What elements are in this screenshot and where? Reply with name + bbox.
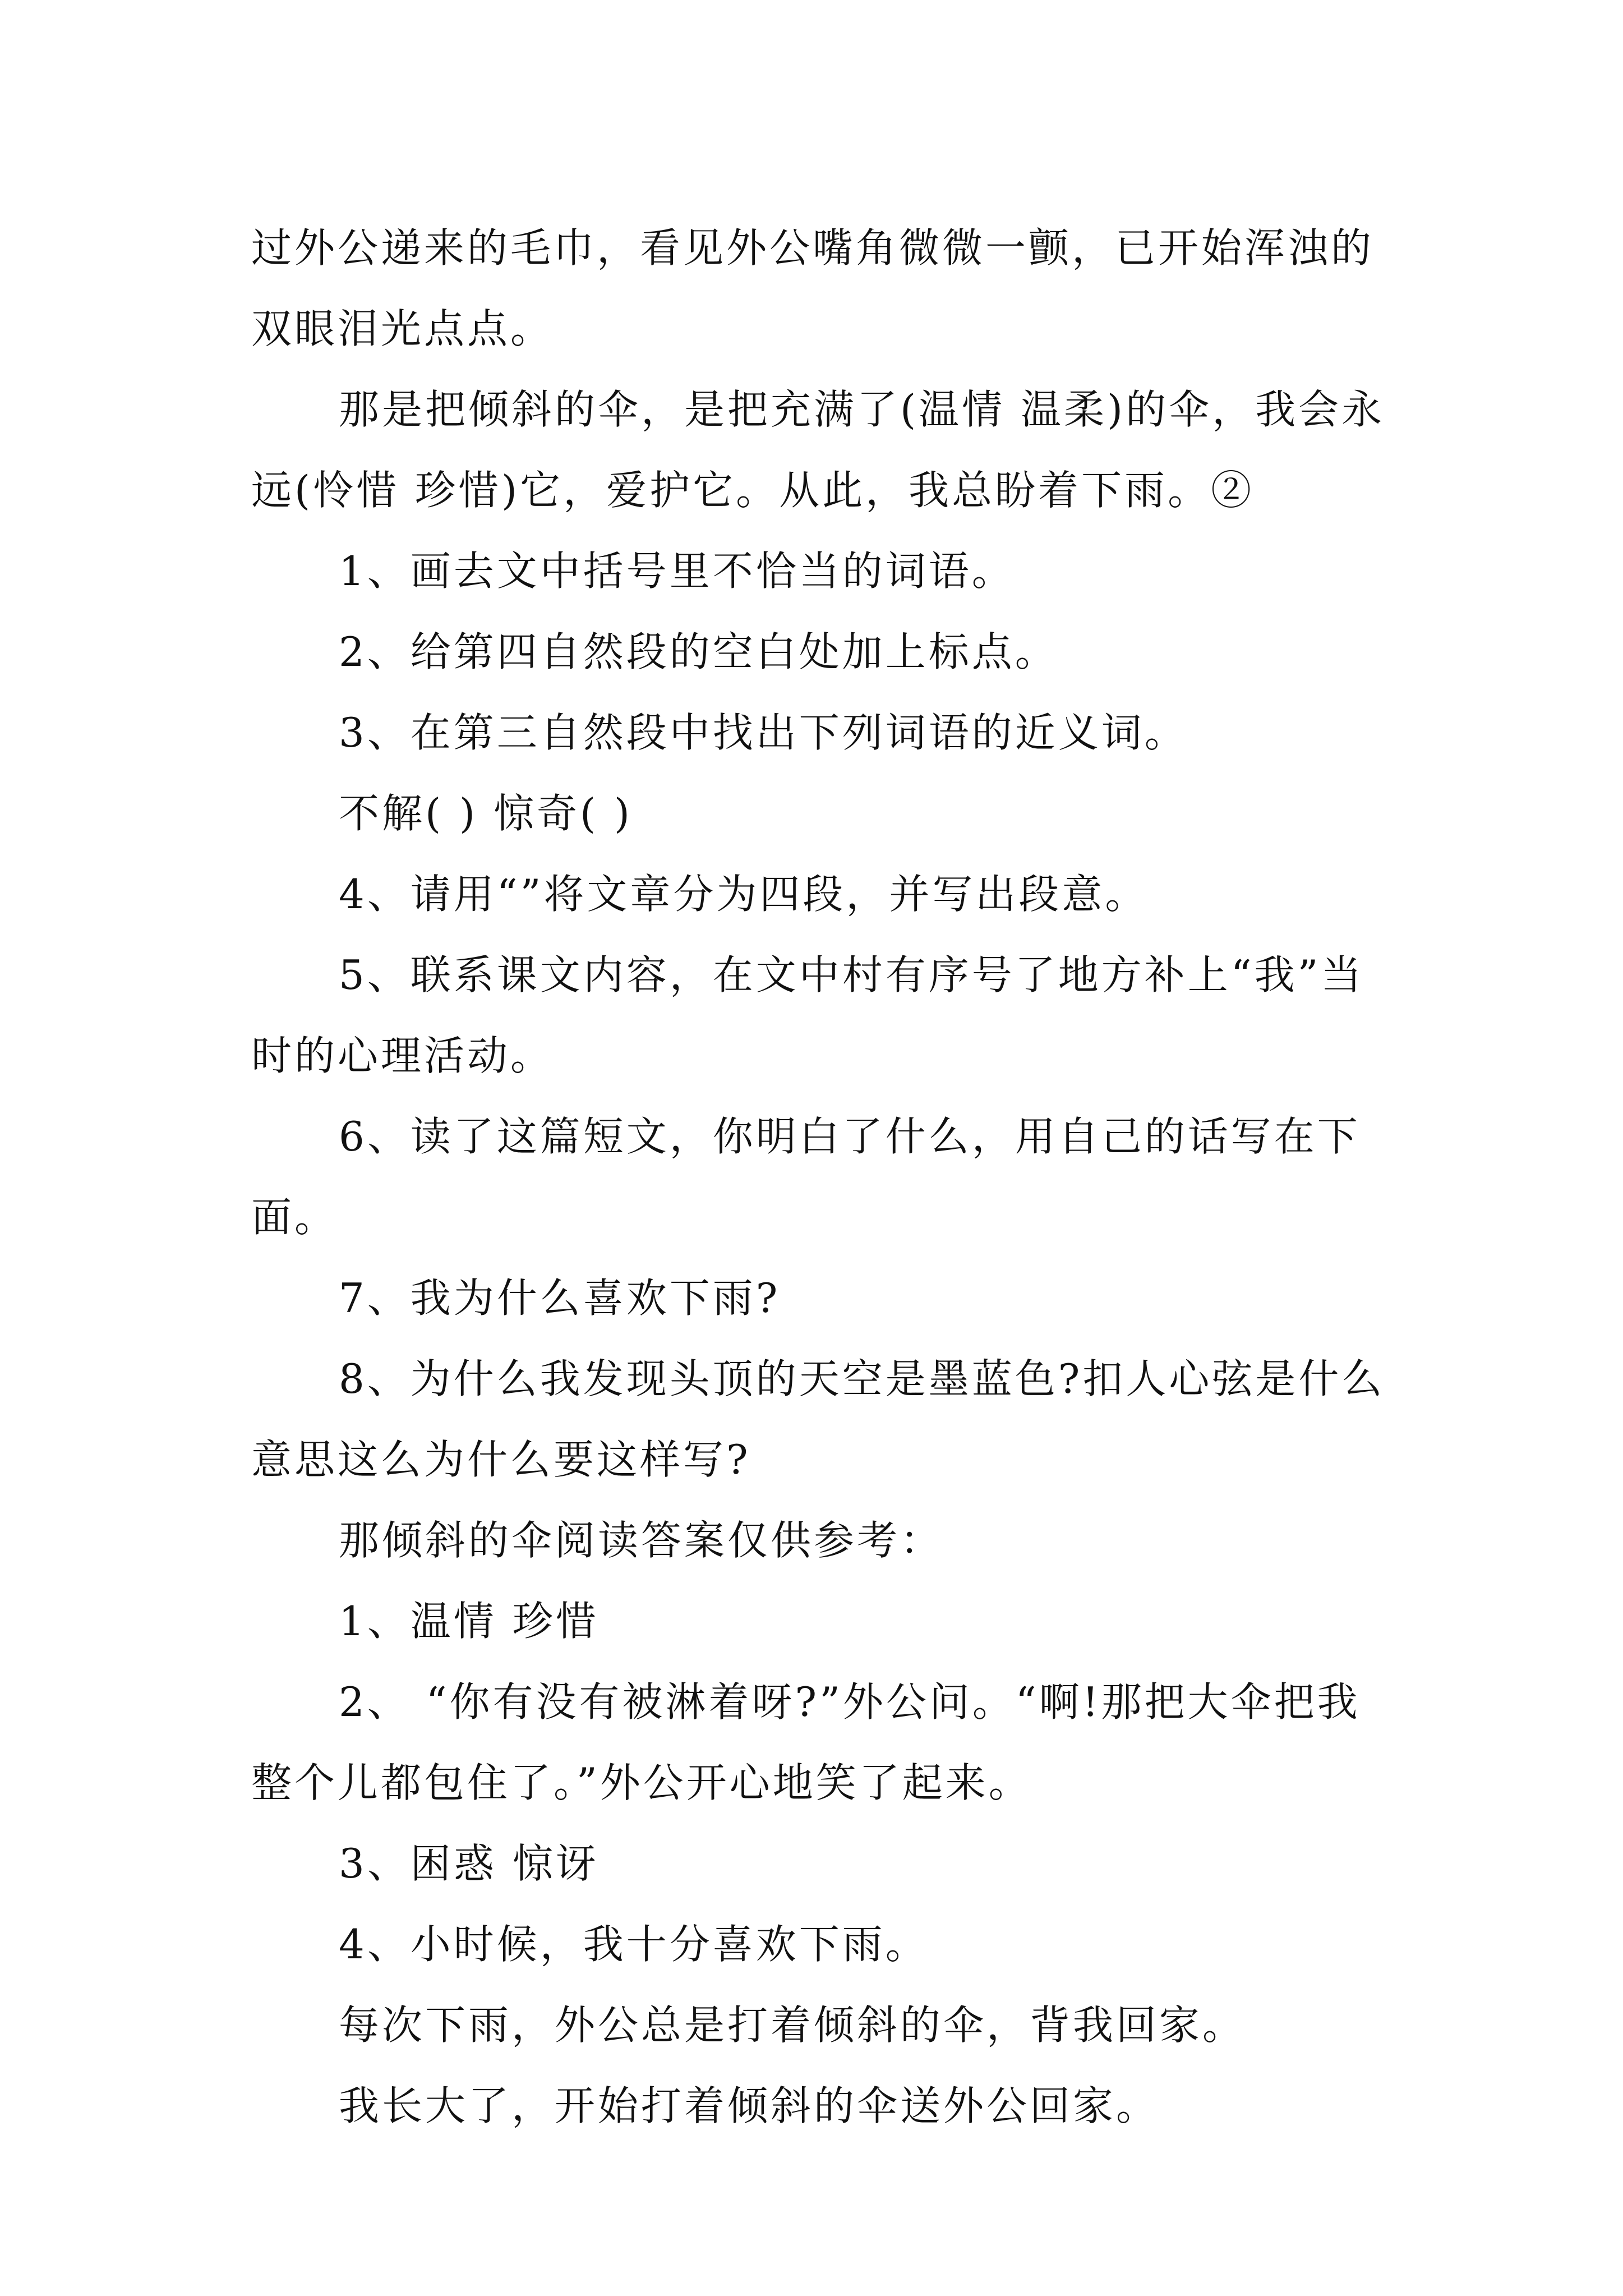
- question-8: 8、为什么我发现头顶的天空是墨蓝色?扣人心弦是什么意思这么为什么要这样写?: [251, 1355, 1385, 1483]
- paragraph-story-ending-1: 过外公递来的毛巾，看见外公嘴角微微一颤，已开始浑浊的双眼泪光点点。: [251, 224, 1375, 352]
- answer-4-line-1: 4、小时候，我十分喜欢下雨。: [339, 1921, 929, 1968]
- question-2: 2、给第四自然段的空白处加上标点。: [339, 628, 1058, 675]
- answers-heading: 那倾斜的伞阅读答案仅供参考：: [339, 1517, 944, 1564]
- question-7: 7、我为什么喜欢下雨?: [339, 1274, 781, 1322]
- answer-2: 2、 “你有没有被淋着呀?”外公问。“啊!那把大伞把我整个儿都包住了。”外公开心地笑了起来。: [251, 1678, 1361, 1806]
- question-3-blanks: 不解( ) 惊奇( ): [339, 790, 633, 837]
- question-4: 4、请用“”将文章分为四段，并写出段意。: [339, 871, 1149, 918]
- answer-4-line-2: 每次下雨，外公总是打着倾斜的伞，背我回家。: [339, 2001, 1246, 2049]
- paragraph-story-ending-2: 那是把倾斜的伞，是把充满了(温情 温柔)的伞，我会永远(怜惜 珍惜)它，爱护它。从此，我总盼着下雨。②: [251, 386, 1385, 514]
- document-body: [251, 208, 1390, 2146]
- answer-1: 1、温情 珍惜: [339, 1598, 599, 1645]
- question-3: 3、在第三自然段中找出下列词语的近义词。: [339, 709, 1188, 756]
- question-6: 6、读了这篇短文，你明白了什么，用自己的话写在下面。: [251, 1113, 1361, 1241]
- question-5: 5、联系课文内容，在文中村有序号了地方补上“我”当时的心理活动。: [251, 951, 1364, 1079]
- question-1: 1、画去文中括号里不恰当的词语。: [339, 547, 1015, 595]
- answer-3: 3、困惑 惊讶: [339, 1840, 599, 1887]
- answer-4-line-3: 我长大了，开始打着倾斜的伞送外公回家。: [339, 2082, 1160, 2129]
